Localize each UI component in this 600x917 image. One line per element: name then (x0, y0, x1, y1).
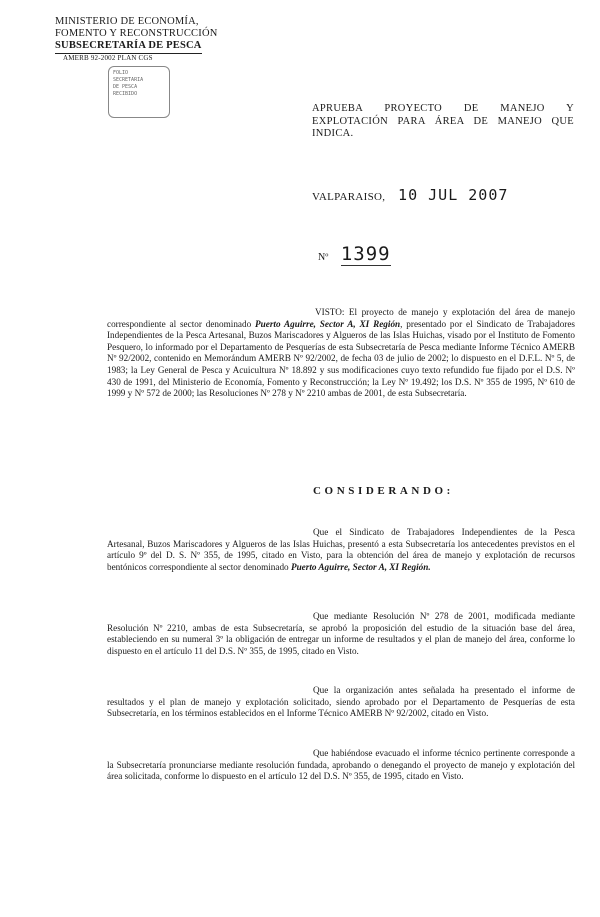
reception-stamp (108, 66, 170, 118)
visto-paragraph (107, 307, 575, 400)
resolution-number: 1399 (340, 243, 391, 265)
reference-code: AMERB 92-2002 PLAN CGS (63, 54, 153, 62)
stamp-line: FOLIO (113, 70, 129, 76)
place-date (312, 186, 508, 204)
subsecretaria-line: SUBSECRETARÍA DE PESCA (55, 40, 202, 54)
visto-lead: VISTO: (315, 307, 345, 317)
considerando-paragraph-3 (107, 685, 575, 720)
stamp-line: SECRETARIA (113, 77, 144, 83)
stamped-date: 10 JUL 2007 (398, 186, 509, 204)
paragraph-text: Que el Sindicato de Trabajadores Independientes de la Pesca Artesanal, Buzos Mariscadores y Algueros de las Islas Huichas, presentó a esta Subsecretaría los antecedentes previstos en el artículo 9º del D. S. Nº 355, de 1995, citado en Visto, para la obtención del área de manejo y explotación de recursos bentónicos correspondiente al sector denominado (107, 527, 575, 572)
resolution-number-line (318, 243, 391, 265)
considerando-paragraph-1 (107, 527, 575, 573)
paragraph-text: Que mediante Resolución Nº 278 de 2001, modificada mediante Resolución Nº 2210, ambas de esta Subsecretaría, se aprobó la proposición del estudio de la situación base del área, estableciendo en su numeral 3º la obligación de entregar un informe de resultados y el plan de manejo del área, conforme lo dispuesto en el artículo 11 del D.S. Nº 355, de 1995, citado en Visto. (107, 611, 575, 656)
letterhead (55, 16, 235, 63)
stamp-line: DE PESCA (113, 84, 138, 90)
ministry-line-2: FOMENTO Y RECONSTRUCCIÓN (55, 28, 218, 39)
number-prefix: Nº (318, 252, 329, 263)
paragraph-text: Que habiéndose evacuado el informe técnico pertinente corresponde a la Subsecretaría pronunciarse mediante resolución fundada, aprobando o denegando el proyecto de manejo y explotación del área solicitada, conforme lo dispuesto en el artículo 12 del D.S. Nº 355, de 1995, citado en Visto. (107, 748, 575, 782)
city: VALPARAISO, (312, 191, 386, 203)
considerando-heading: CONSIDERANDO: (313, 485, 454, 497)
considerando-paragraph-2 (107, 611, 575, 657)
considerando-paragraph-4 (107, 748, 575, 783)
ministry-line: MINISTERIO DE ECONOMÍA, (55, 16, 199, 27)
paragraph-text: Que la organización antes señalada ha presentado el informe de resultados y el plan de manejo y explotación solicitado, siendo aprobado por el Departamento de Pesquerías de esta Subsecretaría, en los términos establecidos en el Informe Técnico AMERB Nº 92/2002, citado en Visto. (107, 685, 575, 719)
visto-text: El proyecto de manejo y explotación del área de manejo correspondiente al sector denominado (107, 307, 575, 329)
resolution-subject: APRUEBA PROYECTO DE MANEJO Y EXPLOTACIÓN PARA ÁREA DE MANEJO QUE INDICA. (312, 103, 574, 139)
visto-text-b: , presentado por el Sindicato de Trabajadores Independientes de la Pesca Artesanal, Buzos Mariscadores y Algueros de las Islas Huichas, visado por el Instituto de Fomento Pesquero, lo informado por el Departamento de Pesquerías de esta Subsecretaría de Pesca mediante Informe Técnico AMERB Nº 92/2002, contenido en Memorándum AMERB Nº 92/2002, de fecha 03 de julio de 2002; lo dispuesto en el D.F.L. Nº 5, de 1983; la Ley General de Pesca y Acuicultura Nº 18.892 y sus modificaciones cuyo texto refundido fue fijado por el D.S. Nº 430 de 1991, del Ministerio de Economía, Fomento y Reconstrucción; la Ley Nº 19.492; los D.S. Nº 355 de 1995, Nº 610 de 1999 y Nº 572 de 2000; las Resoluciones Nº 278 y Nº 2210 ambas de 2001, de esta Subsecretaría. (107, 318, 576, 399)
visto-sector: Puerto Aguirre, Sector A, XI Región (255, 318, 401, 329)
paragraph-sector: Puerto Aguirre, Sector A, XI Región. (290, 561, 431, 572)
stamp-line: RECIBIDO (113, 91, 138, 97)
